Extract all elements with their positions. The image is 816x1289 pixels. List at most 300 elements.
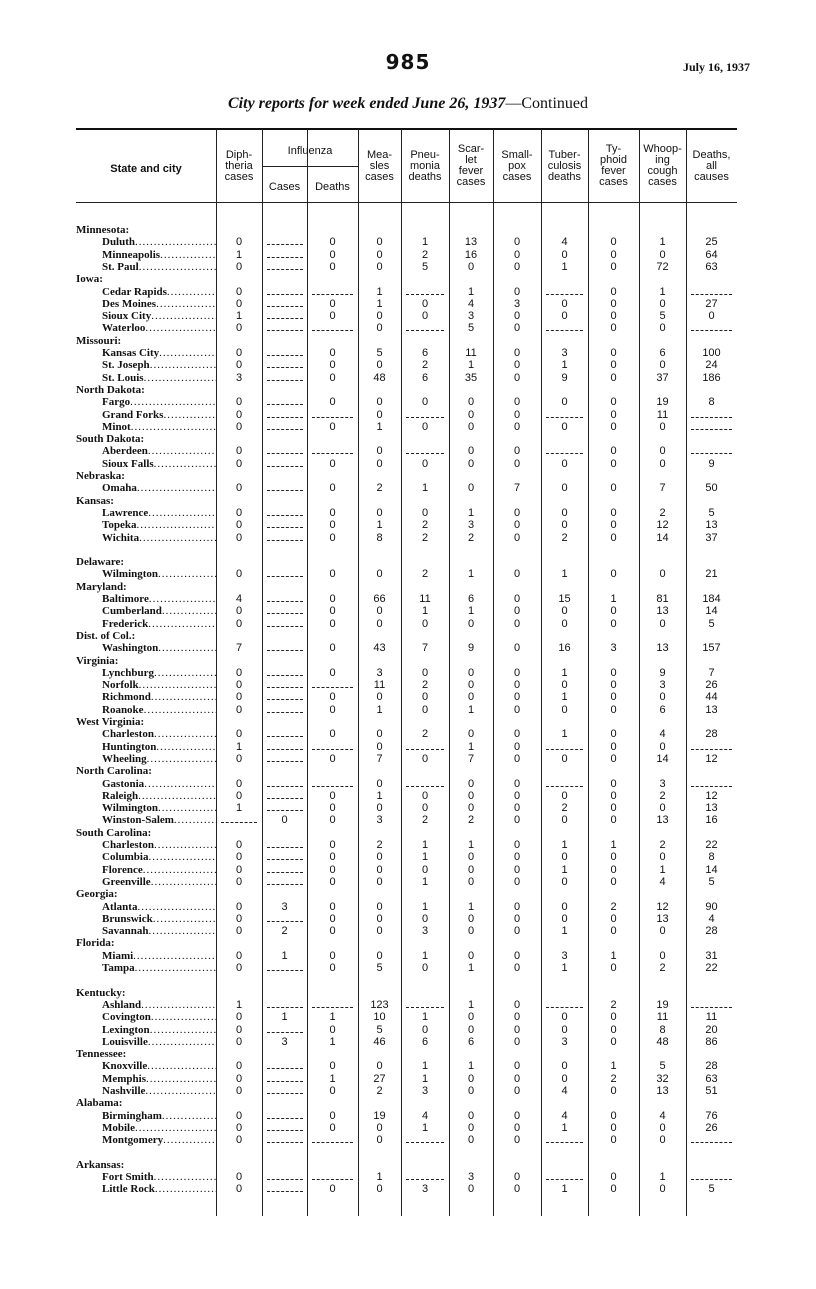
cell-measles: 0 (376, 900, 383, 913)
cell-smallpox: 0 (513, 814, 521, 827)
city-row (76, 679, 737, 691)
cell-diphtheria: 0 (235, 949, 243, 962)
cell-scarlet-fever: 0 (467, 1023, 475, 1036)
cell-measles: 0 (376, 310, 383, 323)
cell-diphtheria: 0 (235, 519, 243, 532)
cell-scarlet-fever: 0 (467, 728, 475, 741)
cell-diphtheria: 7 (235, 642, 243, 655)
cell-scarlet-fever: 0 (467, 457, 475, 470)
cell-measles: 0 (376, 1134, 383, 1147)
cell-tuberculosis: 15 (558, 593, 571, 605)
cell-typhoid: 0 (610, 875, 617, 888)
city-name: Louisville ..... (102, 1036, 216, 1048)
header-smallpox: Small- pox cases (501, 149, 533, 183)
cell-smallpox: 7 (513, 482, 521, 495)
cell-diphtheria: 1 (235, 248, 243, 261)
state-name: Maryland: (76, 580, 127, 593)
cell-deaths-all-causes: 26 (705, 679, 718, 692)
cell-measles: 0 (376, 260, 383, 273)
cell-scarlet-fever: 0 (467, 617, 475, 630)
cell-typhoid: 0 (610, 396, 617, 409)
city-name: Cedar Rapids ..... (102, 286, 216, 298)
cell-smallpox: 0 (513, 949, 521, 962)
cell-influenza-cases-blank (262, 790, 307, 799)
city-name: Little Rock ..... (102, 1183, 216, 1195)
title-suffix: —Continued (505, 95, 588, 112)
cell-pneumonia: 0 (421, 666, 429, 679)
cell-diphtheria: 0 (235, 789, 243, 802)
cell-scarlet-fever: 0 (467, 260, 475, 273)
cell-scarlet-fever: 0 (467, 863, 475, 876)
cell-measles: 27 (373, 1072, 386, 1085)
cell-typhoid: 0 (610, 260, 617, 273)
cell-whooping-cough: 0 (659, 359, 666, 372)
cell-measles: 8 (376, 531, 383, 544)
cell-whooping-cough: 11 (656, 1011, 669, 1024)
cell-whooping-cough: 14 (656, 531, 669, 544)
cell-diphtheria: 0 (235, 359, 243, 372)
cell-scarlet-fever: 0 (467, 875, 475, 888)
city-row (76, 482, 737, 494)
cell-influenza-cases-blank (262, 679, 307, 688)
cell-influenza-cases-blank (262, 1060, 307, 1069)
cell-influenza-deaths: 0 (329, 703, 336, 716)
state-row (76, 495, 737, 507)
cell-deaths-all-causes: 186 (702, 371, 721, 384)
city-name: Wheeling ..... (102, 753, 216, 765)
cell-smallpox: 0 (513, 839, 521, 851)
cell-diphtheria: 0 (235, 297, 243, 310)
cell-deaths-all-causes: 5 (708, 617, 715, 630)
cell-measles: 1 (376, 297, 383, 310)
cell-measles: 0 (376, 457, 383, 470)
cell-whooping-cough: 13 (656, 814, 669, 827)
cell-pneumonia: 3 (421, 925, 429, 938)
cell-whooping-cough: 0 (659, 851, 666, 864)
cell-measles: 0 (376, 740, 383, 753)
cell-pneumonia: 2 (421, 814, 429, 827)
cell-pneumonia-blank (401, 999, 449, 1008)
cell-smallpox: 0 (513, 1121, 521, 1134)
cell-influenza-deaths: 0 (329, 457, 336, 470)
cell-influenza-deaths: 0 (329, 691, 336, 704)
cell-scarlet-fever: 4 (467, 297, 475, 310)
cell-scarlet-fever: 0 (467, 802, 475, 815)
city-row (76, 1011, 737, 1023)
city-row (76, 667, 737, 679)
cell-whooping-cough: 0 (659, 1121, 666, 1134)
header-influenza-cases: Cases (268, 181, 301, 193)
city-name: Wilmington ..... (102, 568, 216, 580)
state-row (76, 335, 737, 347)
cell-typhoid: 0 (610, 962, 617, 974)
cell-scarlet-fever: 0 (467, 396, 475, 409)
cell-measles: 0 (376, 568, 383, 581)
city-row (76, 322, 737, 334)
city-name: Minot ..... (102, 421, 216, 433)
cell-pneumonia: 2 (421, 359, 429, 372)
cell-influenza-cases-blank (262, 458, 307, 467)
city-name: Nashville ..... (102, 1085, 216, 1097)
cell-tuberculosis: 0 (561, 1072, 568, 1085)
cell-smallpox: 0 (513, 396, 521, 409)
cell-influenza-deaths: 0 (329, 875, 336, 888)
cell-pneumonia: 4 (421, 1109, 429, 1122)
cell-influenza-deaths: 0 (329, 752, 336, 765)
state-row (76, 827, 737, 839)
cell-influenza-deaths: 0 (329, 531, 336, 544)
city-row (76, 950, 737, 962)
cell-whooping-cough: 81 (656, 593, 669, 605)
cell-diphtheria: 0 (235, 679, 243, 692)
city-row (76, 347, 737, 359)
city-name: Charleston ..... (102, 728, 216, 740)
cell-tuberculosis: 0 (561, 420, 568, 433)
city-name: Huntington ..... (102, 741, 216, 753)
city-row (76, 458, 737, 470)
city-name: Sioux Falls ..... (102, 458, 216, 470)
header-scarlet-fever: Scar- let fever cases (456, 143, 486, 188)
cell-whooping-cough: 13 (656, 1085, 669, 1097)
cell-smallpox: 0 (513, 457, 521, 470)
cell-influenza-cases-blank (262, 778, 307, 787)
cell-deaths-all-causes: 13 (705, 802, 718, 815)
cell-typhoid: 0 (610, 568, 617, 581)
cell-typhoid: 0 (610, 617, 617, 630)
city-row (76, 814, 737, 826)
cell-deaths-all-causes: 76 (705, 1109, 718, 1122)
cell-influenza-deaths: 0 (329, 260, 336, 273)
city-row (76, 839, 737, 851)
cell-influenza-deaths: 0 (329, 396, 336, 409)
cell-deaths-all-causes-blank (686, 741, 737, 750)
cell-smallpox: 0 (513, 519, 521, 532)
cell-measles: 0 (376, 236, 383, 249)
city-name: St. Louis ..... (102, 372, 216, 384)
cell-typhoid: 0 (610, 371, 617, 384)
cell-whooping-cough: 0 (659, 568, 666, 581)
cell-deaths-all-causes-blank (686, 421, 737, 430)
city-name: Fort Smith ..... (102, 1171, 216, 1183)
cell-pneumonia: 5 (421, 260, 429, 273)
city-name: Charleston ..... (102, 839, 216, 851)
cell-pneumonia: 1 (421, 851, 429, 864)
cell-measles: 0 (376, 322, 383, 335)
cell-diphtheria: 1 (235, 998, 243, 1011)
cell-pneumonia: 0 (421, 691, 429, 704)
cell-tuberculosis: 0 (561, 875, 568, 888)
cell-pneumonia: 0 (421, 506, 429, 519)
city-name: Waterloo ..... (102, 322, 216, 334)
cell-deaths-all-causes: 28 (705, 1060, 718, 1073)
cell-tuberculosis: 1 (561, 925, 568, 938)
cell-measles: 0 (376, 445, 383, 458)
cell-smallpox: 0 (513, 285, 521, 298)
cell-diphtheria: 0 (235, 777, 243, 790)
cell-influenza-cases-blank (262, 532, 307, 541)
city-reports-table (76, 128, 737, 1216)
cell-pneumonia: 0 (421, 789, 429, 802)
city-name: Lynchburg ..... (102, 667, 216, 679)
cell-influenza-cases-blank (262, 605, 307, 614)
header-diphtheria: Diph- theria cases (224, 149, 254, 183)
cell-whooping-cough: 5 (659, 1060, 666, 1073)
cell-deaths-all-causes: 26 (705, 1121, 718, 1134)
cell-typhoid: 0 (610, 236, 617, 249)
cell-tuberculosis: 0 (561, 1011, 568, 1024)
city-row (76, 605, 737, 617)
city-name: Montgomery ..... (102, 1134, 216, 1146)
state-row (76, 1097, 737, 1109)
state-name: Tennessee: (76, 1048, 127, 1061)
cell-influenza-cases-blank (262, 876, 307, 885)
cell-influenza-deaths: 0 (329, 814, 336, 827)
cell-scarlet-fever: 0 (467, 1085, 475, 1097)
cell-deaths-all-causes: 50 (705, 482, 718, 495)
cell-typhoid: 1 (610, 839, 617, 851)
cell-pneumonia: 1 (421, 949, 429, 962)
cell-typhoid: 0 (610, 1109, 617, 1122)
city-row (76, 1171, 737, 1183)
cell-scarlet-fever: 0 (467, 925, 475, 938)
cell-deaths-all-causes: 37 (705, 531, 718, 544)
cell-typhoid: 0 (610, 814, 617, 827)
cell-deaths-all-causes: 22 (705, 962, 718, 974)
cell-diphtheria: 0 (235, 1183, 243, 1196)
cell-influenza-deaths-blank (307, 778, 358, 787)
cell-pneumonia: 2 (421, 531, 429, 544)
cell-typhoid: 0 (610, 310, 617, 323)
cell-influenza-cases-blank (262, 261, 307, 270)
cell-smallpox: 0 (513, 703, 521, 716)
cell-measles: 123 (370, 998, 389, 1011)
cell-pneumonia: 0 (421, 912, 429, 925)
city-row (76, 901, 737, 913)
cell-influenza-deaths: 0 (329, 1121, 336, 1134)
state-name: Alabama: (76, 1097, 123, 1110)
cell-measles: 0 (376, 408, 383, 421)
cell-measles: 3 (376, 814, 383, 827)
cell-tuberculosis: 0 (561, 605, 568, 618)
cell-typhoid: 0 (610, 679, 617, 692)
cell-diphtheria: 0 (235, 1011, 243, 1024)
cell-smallpox: 0 (513, 605, 521, 618)
cell-tuberculosis: 4 (561, 1085, 568, 1097)
cell-deaths-all-causes: 13 (705, 519, 718, 532)
header-deaths-all-causes: Deaths, all causes (692, 149, 731, 183)
city-name: Sioux City ..... (102, 310, 216, 322)
cell-influenza-deaths-blank (307, 1134, 358, 1143)
cell-deaths-all-causes-blank (686, 286, 737, 295)
cell-pneumonia: 2 (421, 679, 429, 692)
cell-tuberculosis: 1 (561, 728, 568, 741)
state-name: Arkansas: (76, 1158, 125, 1171)
cell-influenza-deaths: 1 (329, 1011, 336, 1024)
cell-deaths-all-causes: 5 (708, 875, 715, 888)
cell-diphtheria: 0 (235, 1171, 243, 1184)
cell-tuberculosis: 0 (561, 752, 568, 765)
cell-pneumonia: 0 (421, 703, 429, 716)
city-name: Birmingham ..... (102, 1110, 216, 1122)
cell-pneumonia: 2 (421, 519, 429, 532)
city-name: Washington ..... (102, 642, 216, 654)
cell-measles: 2 (376, 482, 383, 495)
cell-deaths-all-causes: 31 (705, 949, 718, 962)
cell-influenza-cases-blank (262, 962, 307, 971)
cell-smallpox: 0 (513, 322, 521, 335)
cell-influenza-deaths: 1 (329, 1035, 336, 1048)
cell-diphtheria: 0 (235, 925, 243, 938)
cell-deaths-all-causes-blank (686, 1171, 737, 1180)
cell-pneumonia: 0 (421, 396, 429, 409)
cell-smallpox: 0 (513, 260, 521, 273)
cell-whooping-cough: 13 (656, 912, 669, 925)
cell-measles: 0 (376, 506, 383, 519)
state-name: Minnesota: (76, 224, 130, 236)
city-row (76, 1073, 737, 1085)
cell-influenza-cases: 3 (281, 900, 288, 913)
header-influenza: Influenza (287, 145, 333, 157)
city-name: Topeka ..... (102, 519, 216, 531)
cell-deaths-all-causes: 20 (705, 1023, 718, 1036)
cell-pneumonia: 0 (421, 310, 429, 323)
cell-measles: 0 (376, 851, 383, 864)
cell-measles: 7 (376, 752, 383, 765)
cell-typhoid: 0 (610, 703, 617, 716)
city-name: Lawrence ..... (102, 507, 216, 519)
cell-typhoid: 0 (610, 347, 617, 359)
city-row (76, 618, 737, 630)
cell-diphtheria: 0 (235, 851, 243, 864)
cell-whooping-cough: 1 (659, 285, 666, 298)
cell-tuberculosis: 0 (561, 1060, 568, 1073)
cell-scarlet-fever: 0 (467, 482, 475, 495)
cell-deaths-all-causes: 5 (708, 506, 715, 519)
cell-diphtheria: 0 (235, 912, 243, 925)
city-row (76, 532, 737, 544)
cell-tuberculosis: 9 (561, 371, 568, 384)
cell-whooping-cough: 5 (659, 310, 666, 323)
cell-pneumonia: 2 (421, 728, 429, 741)
cell-scarlet-fever: 0 (467, 408, 475, 421)
cell-pneumonia-blank (401, 322, 449, 331)
cell-scarlet-fever: 5 (467, 322, 475, 335)
cell-typhoid: 0 (610, 457, 617, 470)
cell-influenza-deaths: 0 (329, 1023, 336, 1036)
cell-diphtheria: 4 (235, 593, 243, 605)
cell-deaths-all-causes: 5 (708, 1183, 715, 1196)
cell-influenza-cases-blank (262, 445, 307, 454)
cell-deaths-all-causes: 12 (705, 752, 718, 765)
cell-tuberculosis-blank (541, 999, 588, 1008)
city-row (76, 249, 737, 261)
city-name: Wilmington ..... (102, 802, 216, 814)
cell-influenza-deaths: 0 (329, 482, 336, 495)
cell-scarlet-fever: 0 (467, 777, 475, 790)
cell-diphtheria: 0 (235, 420, 243, 433)
city-row (76, 864, 737, 876)
cell-tuberculosis: 0 (561, 679, 568, 692)
cell-influenza-deaths-blank (307, 1171, 358, 1180)
cell-smallpox: 0 (513, 593, 521, 605)
cell-typhoid: 0 (610, 1035, 617, 1048)
cell-scarlet-fever: 1 (467, 359, 475, 372)
cell-influenza-deaths-blank (307, 409, 358, 418)
cell-pneumonia: 6 (421, 371, 429, 384)
cell-influenza-deaths: 0 (329, 605, 336, 618)
cell-smallpox: 0 (513, 998, 521, 1011)
cell-measles: 0 (376, 802, 383, 815)
cell-measles: 0 (376, 359, 383, 372)
cell-diphtheria: 0 (235, 236, 243, 249)
cell-scarlet-fever: 9 (467, 642, 475, 655)
state-row (76, 384, 737, 396)
cell-smallpox: 0 (513, 863, 521, 876)
cell-influenza-cases-blank (262, 753, 307, 762)
cell-diphtheria: 0 (235, 1072, 243, 1085)
cell-whooping-cough: 0 (659, 420, 666, 433)
cell-typhoid: 0 (610, 863, 617, 876)
cell-deaths-all-causes: 21 (705, 568, 718, 581)
cell-smallpox: 0 (513, 347, 521, 359)
cell-smallpox: 0 (513, 1011, 521, 1024)
cell-smallpox: 0 (513, 1035, 521, 1048)
state-name: South Carolina: (76, 826, 152, 839)
cell-influenza-deaths: 0 (329, 1109, 336, 1122)
cell-scarlet-fever: 0 (467, 789, 475, 802)
cell-influenza-deaths: 0 (329, 420, 336, 433)
cell-measles: 5 (376, 347, 383, 359)
cell-deaths-all-causes-blank (686, 999, 737, 1008)
cell-smallpox: 0 (513, 371, 521, 384)
publication-date: July 16, 1937 (682, 60, 750, 74)
cell-typhoid: 0 (610, 1183, 617, 1196)
city-name: Florence ..... (102, 864, 216, 876)
cell-diphtheria: 3 (235, 371, 243, 384)
cell-influenza-deaths: 0 (329, 593, 336, 605)
cell-influenza-deaths: 0 (329, 666, 336, 679)
cell-diphtheria: 0 (235, 1023, 243, 1036)
cell-scarlet-fever: 3 (467, 310, 475, 323)
cell-tuberculosis: 1 (561, 568, 568, 581)
cell-smallpox: 0 (513, 728, 521, 741)
cell-measles: 0 (376, 875, 383, 888)
cell-measles: 0 (376, 863, 383, 876)
cell-pneumonia: 1 (421, 1121, 429, 1134)
city-name: Aberdeen ..... (102, 445, 216, 457)
cell-measles: 1 (376, 789, 383, 802)
header-typhoid: Ty- phoid fever cases (599, 143, 628, 188)
cell-tuberculosis: 1 (561, 962, 568, 974)
title-main: City reports for week ended June 26, 1937 (228, 95, 506, 112)
cell-smallpox: 0 (513, 752, 521, 765)
city-name: Savannah ..... (102, 925, 216, 937)
city-name: St. Joseph ..... (102, 359, 216, 371)
cell-deaths-all-causes-blank (686, 778, 737, 787)
state-row (76, 273, 737, 285)
page-title (0, 95, 816, 113)
cell-influenza-cases-blank (262, 482, 307, 491)
cell-influenza-cases-blank (262, 298, 307, 307)
cell-smallpox: 0 (513, 506, 521, 519)
cell-diphtheria: 0 (235, 1121, 243, 1134)
city-name: Brunswick ..... (102, 913, 216, 925)
cell-whooping-cough: 14 (656, 752, 669, 765)
cell-measles: 19 (373, 1109, 386, 1122)
cell-tuberculosis: 1 (561, 691, 568, 704)
cell-smallpox: 0 (513, 679, 521, 692)
cell-pneumonia: 0 (421, 420, 429, 433)
